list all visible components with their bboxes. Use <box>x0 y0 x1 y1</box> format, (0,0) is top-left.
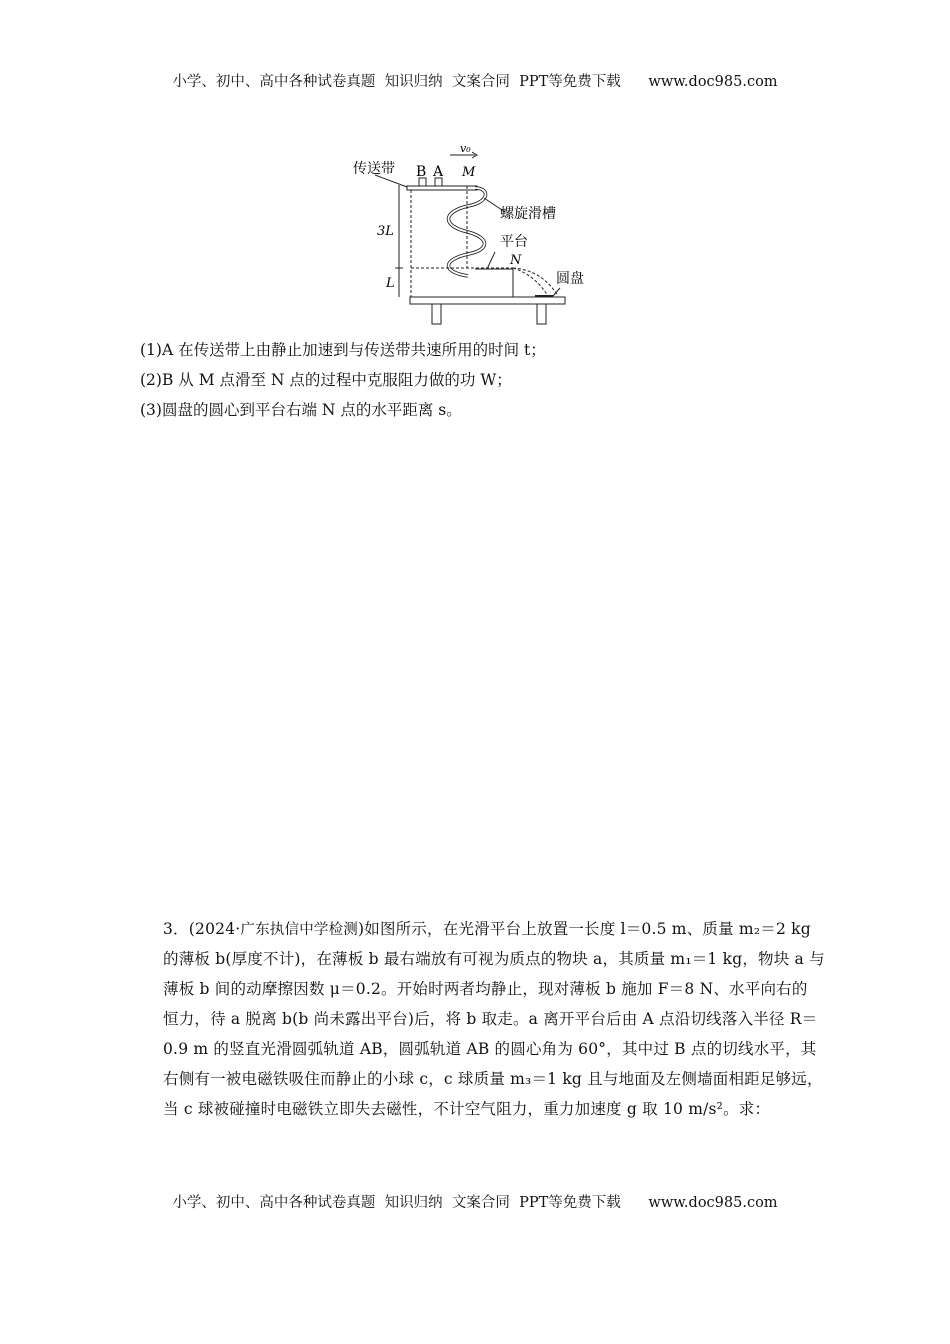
label-3l: 3L <box>377 224 394 239</box>
label-conveyor: 传送带 <box>353 161 395 177</box>
problem-3-line-4: 恒力，待 a 脱离 b(b 尚未露出平台)后，将 b 取走。a 离开平台后由 A 点沿切线落入半径 R＝ <box>163 1010 818 1028</box>
question-1: (1)A 在传送带上由静止加速到与传送带共速所用的时间 t； <box>140 341 546 359</box>
problem-3-line-1 <box>163 917 811 939</box>
problem-3-line-7: 当 c 球被碰撞时电磁铁立即失去磁性，不计空气阻力，重力加速度 g 取 10 m/s²。求： <box>163 1100 771 1118</box>
label-v0: v₀ <box>460 142 471 155</box>
table-top <box>410 297 565 304</box>
problem-source: 广东执信中学检测 <box>240 922 358 938</box>
label-n: N <box>510 253 522 268</box>
page-header: 小学、初中、高中各种试卷真题 知识归纳 文案合同 PPT等免费下载 www.doc985.com <box>172 74 778 90</box>
problem-3-line-6: 右侧有一被电磁铁吸住而静止的小球 c，c 球质量 m₃＝1 kg 且与地面及左侧墙面相距足够远， <box>163 1070 823 1088</box>
problem-number: 3．(2024· <box>163 920 241 938</box>
label-disk: 圆盘 <box>556 271 584 287</box>
label-m: M <box>462 165 476 180</box>
page-footer: 小学、初中、高中各种试卷真题 知识归纳 文案合同 PPT等免费下载 www.doc985.com <box>172 1195 778 1211</box>
label-a: A <box>433 164 444 180</box>
label-platform: 平台 <box>500 234 528 250</box>
label-l: L <box>386 276 395 291</box>
problem-3-line-3: 薄板 b 间的动摩擦因数 μ＝0.2。开始时两者均静止，现对薄板 b 施加 F＝8 N、水平向右的 <box>163 980 808 998</box>
problem-text: )如图所示，在光滑平台上放置一长度 l＝0.5 m、质量 m₂＝2 kg <box>358 920 811 938</box>
question-2: (2)B 从 M 点滑至 N 点的过程中克服阻力做的功 W； <box>140 371 512 389</box>
label-b: B <box>416 164 427 180</box>
label-spiral: 螺旋滑槽 <box>500 206 556 222</box>
question-3: (3)圆盘的圆心到平台右端 N 点的水平距离 s。 <box>140 401 462 419</box>
problem-3-line-5: 0.9 m 的竖直光滑圆弧轨道 AB，圆弧轨道 AB 的圆心角为 60°，其中过 B 点的切线水平，其 <box>163 1040 817 1058</box>
physics-diagram <box>350 140 584 330</box>
problem-3-line-2: 的薄板 b(厚度不计)，在薄板 b 最右端放有可视为质点的物块 a，其质量 m₁＝1 kg，物块 a 与 <box>163 950 825 968</box>
